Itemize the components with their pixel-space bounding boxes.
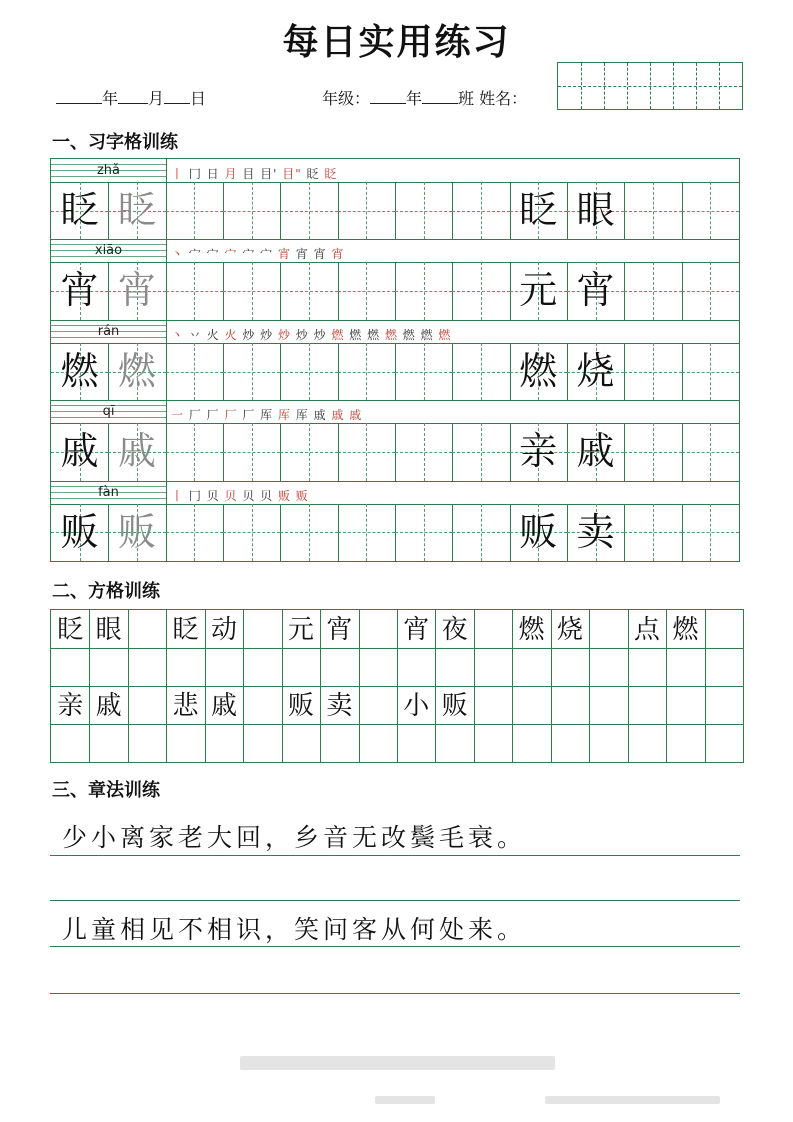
model-char: 眨 [519, 188, 558, 232]
cell-guide [624, 372, 681, 373]
word-char: 宵 [326, 615, 353, 645]
class-label: 班 [458, 89, 475, 108]
cell-guide [166, 372, 223, 373]
square-grid[interactable] [50, 609, 744, 763]
writing-rule[interactable] [50, 946, 740, 947]
cell-guide [452, 532, 509, 533]
model-char: 烧 [576, 348, 615, 393]
pinyin-text: qī [102, 404, 115, 420]
cell-guide [338, 372, 395, 373]
grade-blank[interactable] [370, 89, 406, 104]
cell-guide [395, 532, 452, 533]
pinyin-band-divider [166, 481, 167, 504]
cell-guide [624, 452, 681, 453]
pinyin-band-divider [166, 239, 167, 262]
pinyin-text: fàn [98, 484, 119, 500]
cell-guide [280, 211, 337, 212]
model-char: 眨 [60, 188, 99, 232]
date-field[interactable] [56, 86, 206, 109]
cell-guide [280, 452, 337, 453]
poem-line-1: 少小离家老大回，乡音无改鬓毛衰。 [62, 823, 527, 852]
day-label: 日 [190, 89, 207, 108]
model-char: 宵 [60, 268, 99, 313]
footer-watermark [545, 1096, 720, 1104]
cell-guide [682, 291, 739, 292]
word-char: 眨 [57, 615, 84, 645]
word-char: 小 [403, 691, 430, 721]
cell-guide [166, 452, 223, 453]
trace-char: 贩 [117, 509, 156, 554]
writing-rule[interactable] [50, 900, 740, 901]
cell-guide [682, 532, 739, 533]
model-char: 燃 [519, 348, 558, 393]
cell-guide [223, 452, 280, 453]
pinyin-band-divider [166, 400, 167, 423]
word-char: 夜 [441, 615, 468, 645]
row-divider [51, 481, 739, 482]
pinyin-band-divider [166, 159, 167, 182]
word-char: 贩 [441, 691, 468, 721]
page-title: 每日实用练习 [282, 22, 511, 63]
word-char: 戚 [95, 691, 122, 721]
day-blank[interactable] [164, 89, 190, 104]
word-char: 点 [633, 615, 660, 645]
grade-label: 年级： [322, 89, 371, 108]
cell-guide [682, 372, 739, 373]
pinyin-text: xiāo [94, 243, 123, 259]
section1-heading: 一、习字格训练 [52, 132, 178, 153]
cell-guide [395, 211, 452, 212]
cell-guide [280, 532, 337, 533]
footer-watermark [375, 1096, 435, 1104]
cell-guide [624, 532, 681, 533]
trace-char: 戚 [117, 429, 156, 474]
trace-char: 燃 [117, 348, 156, 393]
tianzige-grid[interactable] [50, 158, 740, 562]
word-char: 燃 [518, 615, 545, 645]
cell-guide [682, 452, 739, 453]
word-char: 贩 [287, 691, 314, 721]
writing-rule[interactable] [50, 855, 740, 856]
trace-char: 宵 [117, 268, 156, 313]
word-char: 元 [287, 615, 314, 645]
word-char: 卖 [326, 691, 353, 721]
cell-guide [280, 291, 337, 292]
cell-guide [395, 452, 452, 453]
cell-guide [624, 291, 681, 292]
trace-char: 眨 [117, 188, 156, 232]
cell-guide [452, 452, 509, 453]
model-char: 贩 [60, 509, 99, 554]
pinyin-band-divider [166, 320, 167, 343]
model-char: 燃 [60, 348, 99, 393]
stroke-order: 一 厂 厂 厂 厂 厍 厍 厍 戚 戚 戚 [171, 408, 363, 423]
word-char: 燃 [672, 615, 699, 645]
cell-guide [166, 291, 223, 292]
model-char: 眼 [576, 188, 615, 232]
grade-year-label: 年 [406, 89, 423, 108]
poem-line-2: 儿童相见不相识，笑问客从何处来。 [62, 915, 527, 944]
word-char: 动 [210, 615, 237, 645]
word-char: 眼 [95, 615, 122, 645]
cell-guide [395, 372, 452, 373]
word-char: 眨 [172, 615, 199, 645]
cell-guide [166, 532, 223, 533]
cell-guide [624, 211, 681, 212]
cell-guide [338, 211, 395, 212]
cell-guide [682, 211, 739, 212]
grade-field[interactable] [322, 86, 527, 109]
cell-guide [223, 291, 280, 292]
stroke-order: 丶 丷 火 火 炒 炒 炒 炒 炒 燃 燃 燃 燃 燃 燃 燃 [171, 327, 452, 342]
year-label: 年 [102, 89, 119, 108]
word-char: 宵 [403, 615, 430, 645]
cell-guide [223, 372, 280, 373]
pinyin-text: rán [97, 323, 120, 339]
section2-heading: 二、方格训练 [52, 581, 160, 602]
stroke-order: 丨 冂 贝 贝 贝 贝 贩 贩 [171, 488, 309, 503]
month-label: 月 [148, 89, 165, 108]
class-blank[interactable] [422, 89, 458, 104]
footer-watermark [240, 1056, 555, 1070]
model-char: 卖 [576, 509, 615, 554]
cell-guide [338, 452, 395, 453]
model-char: 戚 [576, 429, 615, 474]
name-label: 姓名： [479, 89, 528, 108]
word-char: 戚 [210, 691, 237, 721]
cell-guide [166, 211, 223, 212]
name-grid[interactable] [557, 62, 743, 110]
pinyin-text: zhǎ [96, 163, 121, 178]
row-divider [51, 239, 739, 240]
model-char: 贩 [519, 509, 558, 554]
cell-guide [338, 291, 395, 292]
row-divider [51, 320, 739, 321]
model-char: 戚 [60, 429, 99, 474]
cell-guide [223, 532, 280, 533]
month-blank[interactable] [118, 89, 148, 104]
writing-rule[interactable] [50, 993, 740, 994]
cell-guide [395, 291, 452, 292]
cell-guide [223, 211, 280, 212]
cell-guide [280, 372, 337, 373]
cell-guide [338, 532, 395, 533]
word-char: 烧 [556, 615, 583, 645]
cell-guide [452, 372, 509, 373]
year-blank[interactable] [56, 89, 102, 104]
model-char: 亲 [519, 429, 558, 474]
model-char: 元 [519, 268, 558, 313]
stroke-order: 丨 冂 日 月 目 目' 目" 眨 眨 [171, 167, 338, 181]
stroke-order: 丶 宀 宀 宀 宀 宀 宵 宵 宵 宵 [171, 247, 345, 262]
cell-guide [452, 291, 509, 292]
section3-heading: 三、章法训练 [52, 780, 160, 801]
word-char: 亲 [57, 691, 84, 721]
cell-guide [452, 211, 509, 212]
row-divider [51, 400, 739, 401]
model-char: 宵 [576, 268, 615, 313]
word-char: 悲 [172, 691, 199, 721]
